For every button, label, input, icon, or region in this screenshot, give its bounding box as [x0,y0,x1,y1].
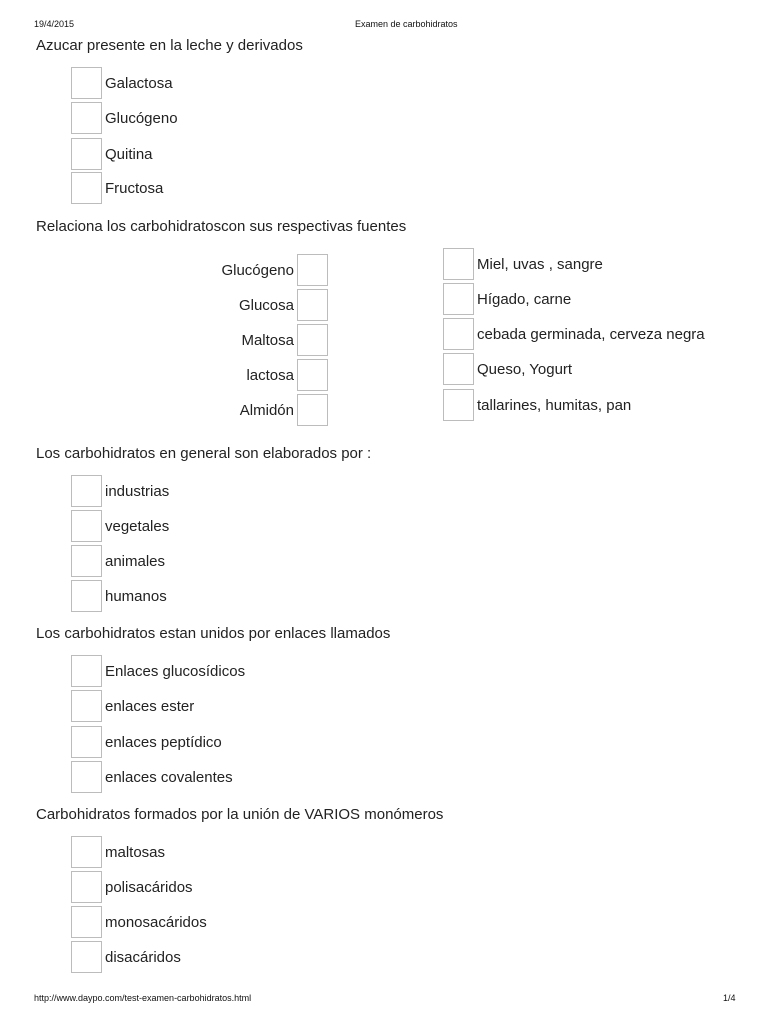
answer-checkbox[interactable] [71,941,102,973]
answer-checkbox[interactable] [71,836,102,868]
q1-option-glucogeno[interactable] [71,101,178,135]
q2-term-glucogeno[interactable] [221,253,328,287]
source-label: Miel, uvas , sangre [477,255,603,273]
option-label: maltosas [105,843,166,861]
answer-checkbox[interactable] [71,545,102,577]
option-label: Galactosa [105,74,173,92]
q5-option-polisacaridos[interactable] [71,870,193,904]
question-3-text: Los carbohidratos en general son elaborados por : [36,445,372,462]
answer-checkbox[interactable] [71,871,102,903]
q2-source-2[interactable] [443,282,571,316]
option-label: humanos [105,587,167,605]
q1-option-fructosa[interactable] [71,171,163,205]
q5-option-maltosas[interactable] [71,835,165,869]
source-label: Queso, Yogurt [477,360,573,378]
q2-source-5[interactable] [443,388,631,422]
source-label: tallarines, humitas, pan [477,396,632,414]
q3-option-industrias[interactable] [71,474,169,508]
option-label: enlaces covalentes [105,768,233,786]
term-label: Glucosa [238,296,294,314]
answer-checkbox[interactable] [71,510,102,542]
source-label: cebada germinada, cerveza negra [477,325,705,343]
match-input-box[interactable] [297,254,328,286]
question-2-text: Relaciona los carbohidratoscon sus respectivas fuentes [36,218,407,235]
match-input-box[interactable] [443,318,474,350]
option-label: Quitina [105,145,153,163]
answer-checkbox[interactable] [71,172,102,204]
option-label: enlaces ester [105,697,195,715]
question-4-text: Los carbohidratos estan unidos por enlaces llamados [36,625,391,642]
option-label: polisacáridos [105,878,193,896]
match-input-box[interactable] [297,359,328,391]
q2-source-4[interactable] [443,352,572,386]
q2-term-lactosa[interactable] [246,358,328,392]
q2-term-almidon[interactable] [240,393,328,427]
match-input-box[interactable] [443,353,474,385]
q4-option-peptidico[interactable] [71,725,222,759]
match-input-box[interactable] [297,289,328,321]
answer-checkbox[interactable] [71,726,102,758]
option-label: disacáridos [105,948,181,966]
q2-term-glucosa[interactable] [239,288,328,322]
q5-option-monosacaridos[interactable] [71,905,207,939]
answer-checkbox[interactable] [71,761,102,793]
source-label: Hígado, carne [477,290,572,308]
q1-option-galactosa[interactable] [71,66,173,100]
term-label: Almidón [239,401,294,419]
option-label: monosacáridos [105,913,207,931]
option-label: vegetales [105,517,170,535]
q4-option-covalentes[interactable] [71,760,233,794]
q3-option-humanos[interactable] [71,579,167,613]
match-input-box[interactable] [297,324,328,356]
term-label: Maltosa [241,331,294,349]
q2-source-3[interactable] [443,317,705,351]
option-label: enlaces peptídico [105,733,222,751]
q3-option-animales[interactable] [71,544,165,578]
q4-option-glucosidicos[interactable] [71,654,245,688]
page-title: Examen de carbohidratos [355,19,458,29]
option-label: Enlaces glucosídicos [105,662,246,680]
question-5-text: Carbohidratos formados por la unión de VARIOS monómeros [36,806,444,823]
option-label: Glucógeno [105,109,178,127]
answer-checkbox[interactable] [71,906,102,938]
answer-checkbox[interactable] [71,67,102,99]
match-input-box[interactable] [443,389,474,421]
answer-checkbox[interactable] [71,655,102,687]
answer-checkbox[interactable] [71,690,102,722]
footer-url: http://www.daypo.com/test-examen-carbohidratos.html [34,993,252,1003]
question-1-text: Azucar presente en la leche y derivados [36,37,303,54]
answer-checkbox[interactable] [71,102,102,134]
q1-option-quitina[interactable] [71,137,153,171]
print-date: 19/4/2015 [34,19,75,29]
option-label: Fructosa [105,179,164,197]
q3-option-vegetales[interactable] [71,509,169,543]
option-label: animales [105,552,166,570]
q2-term-maltosa[interactable] [241,323,328,357]
answer-checkbox[interactable] [71,580,102,612]
term-label: lactosa [246,366,294,384]
term-label: Glucógeno [221,261,294,279]
q2-source-1[interactable] [443,247,603,281]
option-label: industrias [105,482,170,500]
match-input-box[interactable] [297,394,328,426]
page-number: 1/4 [723,993,736,1003]
answer-checkbox[interactable] [71,475,102,507]
q4-option-ester[interactable] [71,689,194,723]
answer-checkbox[interactable] [71,138,102,170]
match-input-box[interactable] [443,248,474,280]
q5-option-disacaridos[interactable] [71,940,181,974]
match-input-box[interactable] [443,283,474,315]
